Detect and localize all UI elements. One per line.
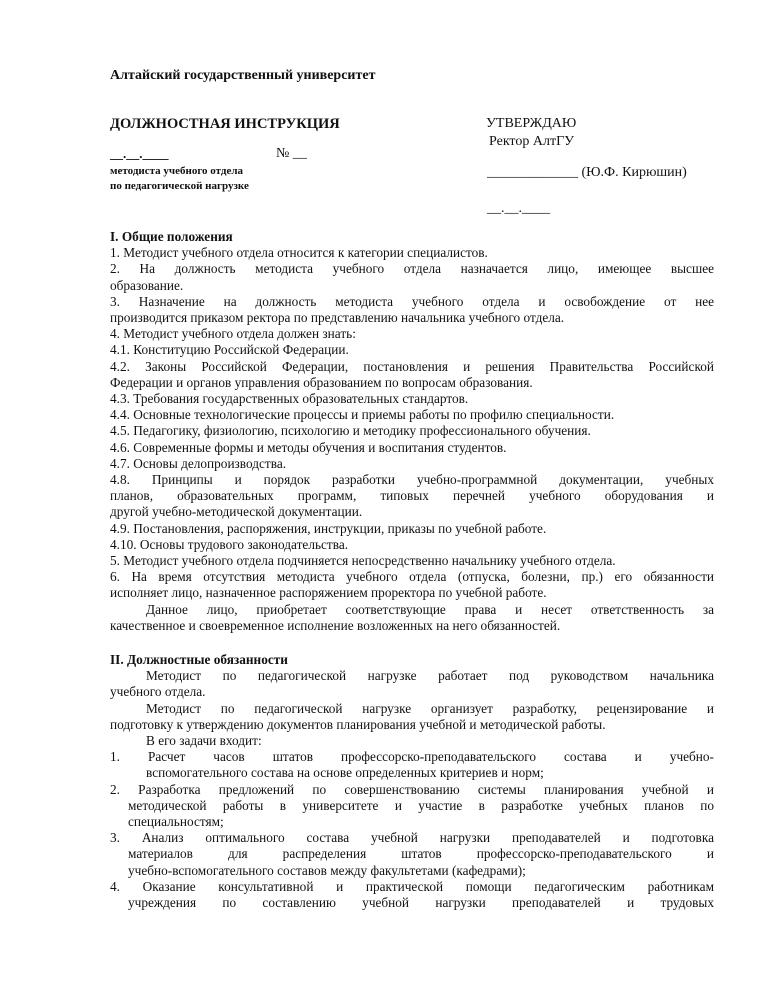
approval-label: УТВЕРЖДАЮ bbox=[486, 116, 577, 131]
text-line: Методист по педагогической нагрузке организует разработку, рецензирование и bbox=[146, 700, 714, 716]
text-line: 5. Методист учебного отдела подчиняется непосредственно начальнику учебного отдела. bbox=[110, 553, 616, 569]
text-line: производится приказом ректора по представлению начальника учебного отдела. bbox=[110, 310, 565, 326]
text-line: материалов для распределения штатов профессорско-преподавательского и bbox=[128, 846, 714, 862]
text-line: 2. На должность методиста учебного отдела назначается лицо, имеющее высшее bbox=[110, 261, 714, 277]
text-line: 4.2. Законы Российской Федерации, постановления и решения Правительства Российской bbox=[110, 358, 714, 374]
text-line: Методист по педагогической нагрузке работает под руководством начальника bbox=[146, 668, 714, 684]
text-line: учреждения по составлению учебной нагрузки преподавателей и трудовых bbox=[128, 895, 714, 911]
text-line: качественное и своевременное исполнение возложенных на него обязанностей. bbox=[110, 617, 561, 633]
position-title-line1: методиста учебного отдела bbox=[110, 165, 244, 177]
rector-signature-line: _____________ (Ю.Ф. Кирюшин) bbox=[487, 165, 687, 180]
position-title-line2: по педагогической нагрузке bbox=[110, 180, 249, 192]
document-date: __.__.____ bbox=[110, 146, 169, 161]
text-line: 4.5. Педагогику, физиологию, психологию и методику профессионального обучения. bbox=[110, 423, 591, 439]
text-line: 4.8. Принципы и порядок разработки учебно-программной документации, учебных bbox=[110, 472, 714, 488]
text-line: 1. Расчет часов штатов профессорско-преподавательского состава и учебно- bbox=[110, 749, 714, 765]
text-line: 4.4. Основные технологические процессы и приемы работы по профилю специальности. bbox=[110, 407, 615, 423]
text-line: 3. Анализ оптимального состава учебной нагрузки преподавателей и подготовка bbox=[110, 830, 714, 846]
text-line: 4. Методист учебного отдела должен знать: bbox=[110, 326, 356, 342]
university-name: Алтайский государственный университет bbox=[110, 68, 376, 83]
text-line: образование. bbox=[110, 277, 184, 293]
rector-title: Ректор АлтГУ bbox=[489, 134, 575, 149]
text-line: методической работы в университете и участие в разработке учебных планов по bbox=[128, 797, 714, 813]
text-line: 2. Разработка предложений по совершенствованию системы планирования учебной и bbox=[110, 781, 714, 797]
text-line: 1. Методист учебного отдела относится к категории специалистов. bbox=[110, 245, 488, 261]
text-line: 4.1. Конституцию Российской Федерации. bbox=[110, 342, 349, 358]
text-line: другой учебно-методической документации. bbox=[110, 504, 363, 520]
text-line: планов, образовательных программ, типовых перечней учебного оборудования и bbox=[110, 488, 714, 504]
document-title: ДОЛЖНОСТНАЯ ИНСТРУКЦИЯ bbox=[110, 116, 340, 132]
text-line: вспомогательного состава на основе определенных критериев и норм; bbox=[146, 765, 544, 781]
text-line: 4.7. Основы делопроизводства. bbox=[110, 455, 287, 471]
text-line: В его задачи входит: bbox=[146, 733, 262, 749]
text-line: 3. Назначение на должность методиста учебного отдела и освобождение от нее bbox=[110, 293, 714, 309]
text-line: учебно-вспомогательного составов между факультетами (кафедрами); bbox=[128, 862, 526, 878]
text-line: 4. Оказание консультативной и практической помощи педагогическим работникам bbox=[110, 878, 714, 894]
text-line: исполняет лицо, назначенное распоряжением проректора по учебной работе. bbox=[110, 585, 547, 601]
text-line: специальностям; bbox=[128, 814, 224, 830]
text-line: подготовку к утверждению документов планирования учебной и методической работы. bbox=[110, 716, 606, 732]
section-heading: I. Общие положения bbox=[110, 229, 233, 244]
text-line: 4.10. Основы трудового законодательства. bbox=[110, 536, 349, 552]
section-general-provisions bbox=[110, 229, 714, 634]
section-heading: II. Должностные обязанности bbox=[110, 652, 288, 667]
text-line: 4.9. Постановления, распоряжения, инструкции, приказы по учебной работе. bbox=[110, 520, 547, 536]
text-line: учебного отдела. bbox=[110, 684, 206, 700]
section-job-duties bbox=[110, 652, 714, 911]
text-line: 4.3. Требования государственных образовательных стандартов. bbox=[110, 391, 469, 407]
text-line: 4.6. Современные формы и методы обучения и воспитания студентов. bbox=[110, 439, 507, 455]
approval-date: __.__.____ bbox=[487, 201, 550, 216]
text-line: Данное лицо, приобретает соответствующие права и несет ответственность за bbox=[146, 601, 714, 617]
text-line: 6. На время отсутствия методиста учебного отдела (отпуска, болезни, пр.) его обязанности bbox=[110, 569, 714, 585]
document-number: № __ bbox=[276, 146, 307, 161]
text-line: Федерации и органов управления образованием по вопросам образования. bbox=[110, 374, 533, 390]
